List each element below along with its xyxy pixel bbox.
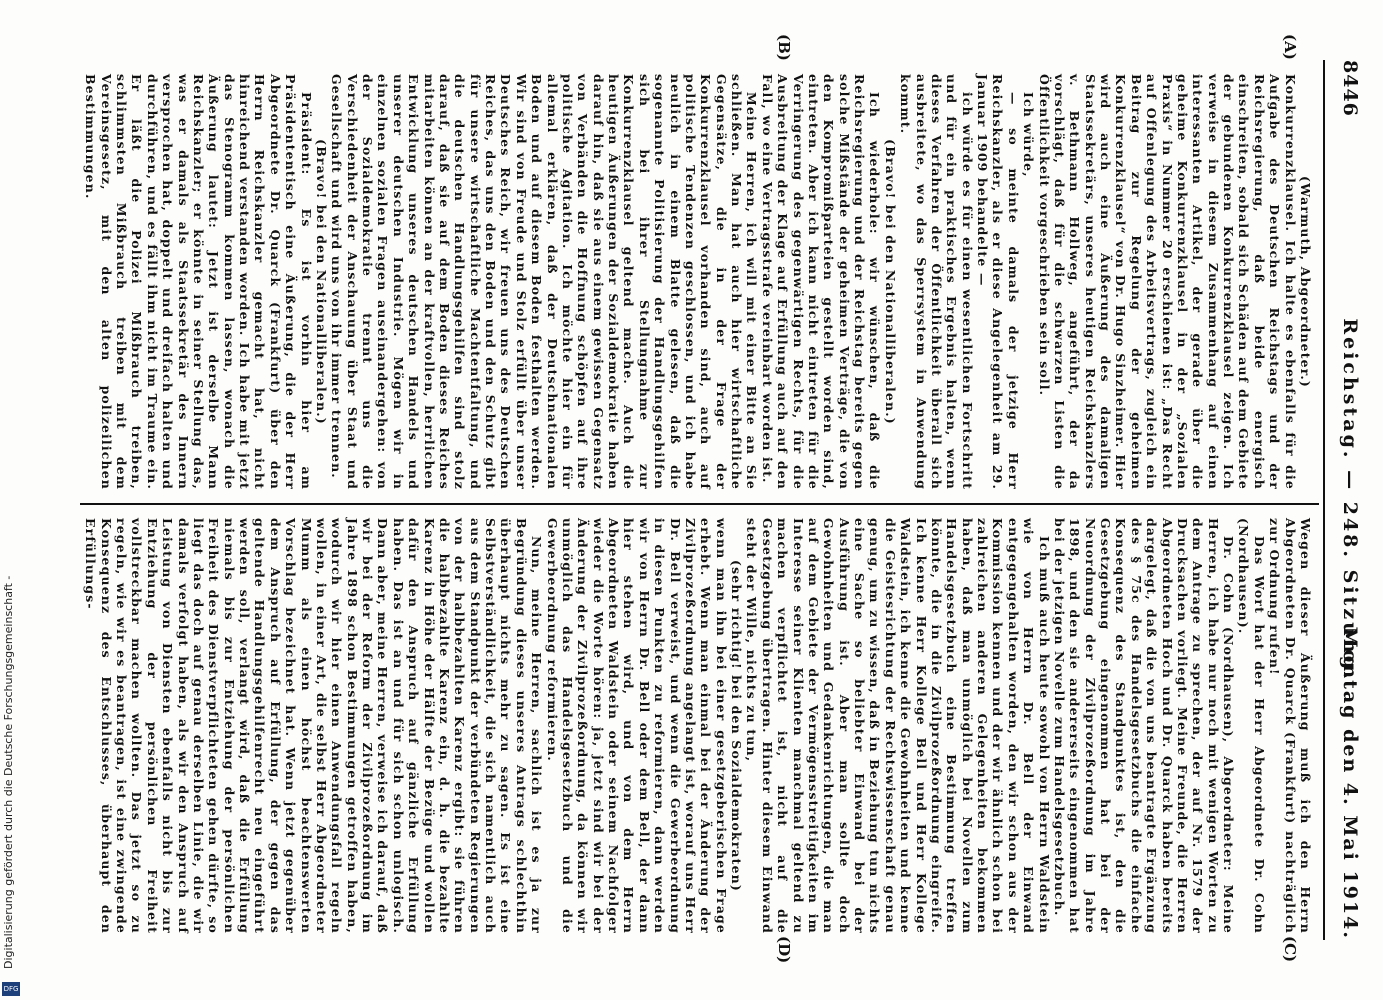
interjection: (Bravo! bei den Nationalliberalen.) xyxy=(882,139,898,425)
paragraph: Ich wiederhole: wir wünschen, daß die Reichsregierung und der Reichstag bereits gegen solche Mißstände der geheimen Verträge, die von den Kompromißparteien gestellt worden sind, eintreten. Aber ich kann nicht eintreten für die Verringerung des gegenwärtigen Rechts, für die Ausbreitung der Klage auf Erfüllung auch auf den Fall, wo eine Vertragsstrafe vereinbart worden ist. xyxy=(759,74,883,490)
paragraph: Ich würde, xyxy=(1021,92,1037,178)
paragraph: — so meinte damals der jetzige Herr Reichskanzler, als er diese Angelegenheit am 29. Januar 1909 behandelte — xyxy=(975,74,1021,490)
paragraph: wenn man ihn bei einer gesetzgeberischen Frage erhebt. Wenn man einmal bei der Änderung der Zivilprozeßordnung angelangt ist, worauf uns Herr Dr. Bell verweist, und wenn die Gewerbeordnung in diesen Punkten zu reformieren, dann werden wir von Herrn Dr. Bell oder dem Bell, der dann hier stehen wird, und von dem Herrn Abgeordneten Waldstein oder seinem Nachfolger wieder die Worte hören: ja, jetzt sind wir bei der Änderung der Zivilprozeßordnung, da können wir unmöglich das Handelsgesetzbuch und die Gewerbeordnung reformieren. xyxy=(544,518,729,934)
column-divider xyxy=(80,503,1319,505)
paragraph: Das Wort hat der Herr Abgeordnete Dr. Cohn (Nordhausen). xyxy=(1236,518,1267,934)
paragraph: Meine Herren, ich will mit einer Bitte an Sie schließen. Man hat auch hier wirtschaftliche Gegensätze, die in der Frage der Konkurrenzklausel vorhanden sind, auch auf politische Tendenzen geschlossen, und ich habe neulich in einem Blatte gelesen, daß die sogenannte Politisierung der Handlungsgehilfen sich bei ihrer Stellungnahme zur Konkurrenzklausel geltend mache. Auch die heutigen Äußerungen der Sozialdemokratie haben darauf hin, daß sie aus einem gewissen Gegensatz von Verbänden die Hoffnung schöpfen auf ihre politische Agitation. Ich möchte hier ein für allemal erklären, daß der Deutschnationalen Boden und auf diesem Boden festhalten werden. Wir sind von Freude und Stolz erfüllt über unser Deutsches Reich, wir freuen uns des Deutschen Reiches, das uns den Boden und den Schutz gibt für unsere wirtschaftliche Machtentfaltung, und die deutschen Handlungsgehilfen sind stolz darauf, daß sie auf dem Boden dieses Reiches mitarbeiten können an der kraftvollen, herrlichen Entwicklung unseres deutschen Handels und unserer deutschen Industrie. Mögen wir in einzelnen sozialen Fragen auseinandergehen: von der Sozialdemokratie trennt uns die Verschiedenheit der Anschauung über Staat und Gesellschaft und wird uns von ihr immer trennen. xyxy=(329,74,760,490)
right-text-column xyxy=(83,518,1313,934)
quote-paragraph: ich würde es für einen wesentlichen Fortschritt und für ein praktisches Ergebnis halten, wenn dieses Verfahren der Öffentlichkeit überall sich ausbreitete, wo das Sperrsystem in Anwendung kommt. xyxy=(898,74,975,490)
paragraph: Ich muß auch heute sowohl von Herrn Waldstein wie von Herrn Dr. Bell der Einwand entgegengehalten worden, den wir schon aus der Kommission kennen und der wir ähnlich schon bei zahlreichen anderen Gelegenheiten bekommen haben, daß man unmöglich bei Novellen zum Handelsgesetzbuch eine Bestimmung treffen könnte, die in die Zivilprozeßordnung eingreife. Ich kenne Herr Kollege Bell und Herr Kollege Waldstein, ich kenne die Gewohnheiten und kenne die Geistesrichtung der Rechtswissenschaft genau genug, um zu wissen, daß in Beziehung tun nichts eine Sache so beliebter Einwand bei der Ausführung ist. Aber man sollte doch Gewohnheiten und Gedankenrichtungen, die man auf dem Gebiete der Vermögensstreitigkeiten im Interesse seiner Klienten manchmal geltend zu machen verpflichtet ist, nicht auf die Gesetzgebung übertragen. Hinter diesem Einwand steht der Wille, nichts zu tun, xyxy=(744,518,1052,934)
margin-marker-c: (C) xyxy=(1281,936,1299,963)
page-date: Montag den 4. Mai 1914. xyxy=(1339,626,1361,940)
margin-marker-a: (A) xyxy=(1281,34,1299,60)
paragraph: Wegen dieser Äußerung muß ich den Herrn Abgeordneten Dr. Quarck (Frankfurt) nachträglich zur Ordnung rufen! xyxy=(1267,518,1313,934)
page-title: Reichstag. — 248. Sitzung. xyxy=(1339,318,1361,682)
interjection: (Bravo! bei den Nationalliberalen.) xyxy=(314,139,329,425)
margin-marker-d: (D) xyxy=(775,936,793,964)
header-rule xyxy=(1323,60,1325,940)
dfg-logo: DFG xyxy=(2,982,20,996)
speaker-line: (Warmuth, Abgeordneter.) xyxy=(1298,176,1313,388)
paragraph: Nun, meine Herren, sachlich ist es ja zur Begründung dieses unseres Antrags schlechthin überhaupt nichts mehr zu sagen. Es ist eine Selbstverständlichkeit, die sich namentlich auch aus dem Standpunkt der verbündeten Regierungen von der halbbezahlten Karenz ergibt: sie führen die halbbezahlte Karenz ein, d. h. die bezahlte Karenz in Höhe der Hälfte der Bezüge und wollen dafür den Anspruch auf gänzliche Erfüllung haben. Das ist an und für sich schon unlogisch. Dann aber, meine Herren, verweise ich darauf, daß wir bei der Reform der Zivilprozeßordnung im Jahre 1898 schon Bestimmungen getroffen haben, wodurch wir hier einen Anwendungsfall regeln wollen, in einer Art, die selbst Herr Abgeordneter Mumm als einen höchst beachtenswerten Vorschlag bezeichnet hat. Wenn jetzt gegenüber dem Anspruch auf Erfüllung, der gegen das geltende Handlungsgehilfenrecht neu eingeführt werden soll, verlangt wird, daß die Erfüllung niemals bis zur Entziehung der persönlichen Freiheit des Dienstverpflichteten gehen dürfte, so liegt das doch auf genau derselben Linie, die wir damals verfolgt haben, als wir den Anspruch auf Leistung von Diensten ebenfalls nicht bis zur Entziehung der persönlichen Freiheit vollstreckbar machen wollten. Das jetzt so zu regeln, wie wir es beantragen, ist eine zwingende Konsequenz des Entschlusses, überhaupt den Erfüllungs- xyxy=(83,518,545,934)
left-text-column xyxy=(83,74,1313,490)
digitization-footer xyxy=(0,0,24,1000)
page-number: 8446 xyxy=(1339,60,1361,117)
paragraph: Konkurrenzklausel. Ich halte es ebenfalls für die Aufgabe des Deutschen Reichstags und der Reichsregierung, daß beide energisch einschreiten, sobald sich Schäden auf dem Gebiete der gebundenen Konkurrenzklausel zeigen. Ich verweise in diesem Zusammenhang auf einen interessanten Artikel, der gerade über die geheime Konkurrenzklausel in der „Sozialen Praxis“ in Nummer 20 erschienen ist: „Das Recht auf Offenlegung des Arbeitsvertrags, zugleich ein Beitrag zur Regelung der geheimen Konkurrenzklausel“ von Dr. Hugo Sinzheimer. Hier wird auch eine Äußerung des damaligen Staatssekretärs, unseres heutigen Reichskanzlers v. Bethmann Hollweg, angeführt, der da vorschlägt, daß für die schwarzen Listen die Öffentlichkeit vorgeschrieben sein soll. xyxy=(1036,74,1298,490)
interjection: (sehr richtig! bei den Sozialdemokraten) xyxy=(729,560,745,892)
paragraph: Präsident: Es ist vorhin hier am Präsidententisch eine Äußerung, die der Herr Abgeordnete Dr. Quarck (Frankfurt) über den Herrn Reichskanzler gemacht hat, nicht hinreichend verstanden worden. Ich habe mit jetzt das Stenogramm kommen lassen, wonach die Äußerung lautet: Jetzt ist derselbe Mann Reichskanzler; er könnte in seiner Stellung das, was er damals als Staatssekretär des Innern versprochen hat, doppelt und dreifach halten und durchführen, und es fällt ihm nicht im Traume ein. Er läßt die Polizei Mißbrauch treiben, schlimmsten Mißbrauch treiben mit dem Vereinsgesetz, mit den alten polizeilichen Bestimmungen. xyxy=(83,74,314,490)
paragraph: Dr. Cohn (Nordhausen), Abgeordneter: Meine Herren, ich habe nur noch mit wenigen Worten zu dem Antrage zu sprechen, der auf Nr. 1579 der Drucksachen vorliegt. Meine Freunde, die Herren Abgeordneten Hoch und Dr. Quarck haben bereits dargelegt, daß die von uns beantragte Ergänzung des § 75c des Handelsgesetzbuchs die einfache Konsequenz des Standpunktes ist, den die Gesetzgebung eingenommen hat bei der Neuordnung der Zivilprozeßordnung im Jahre 1898, und den sie andererseits eingenommen hat bei der jetzigen Novelle zum Handelsgesetzbuch. xyxy=(1052,518,1237,934)
page-header xyxy=(1331,60,1361,940)
funding-credit: Digitalisierung gefördert durch die Deutsche Forschungsgemeinschaft - xyxy=(2,575,15,969)
margin-marker-b: (B) xyxy=(775,34,793,61)
